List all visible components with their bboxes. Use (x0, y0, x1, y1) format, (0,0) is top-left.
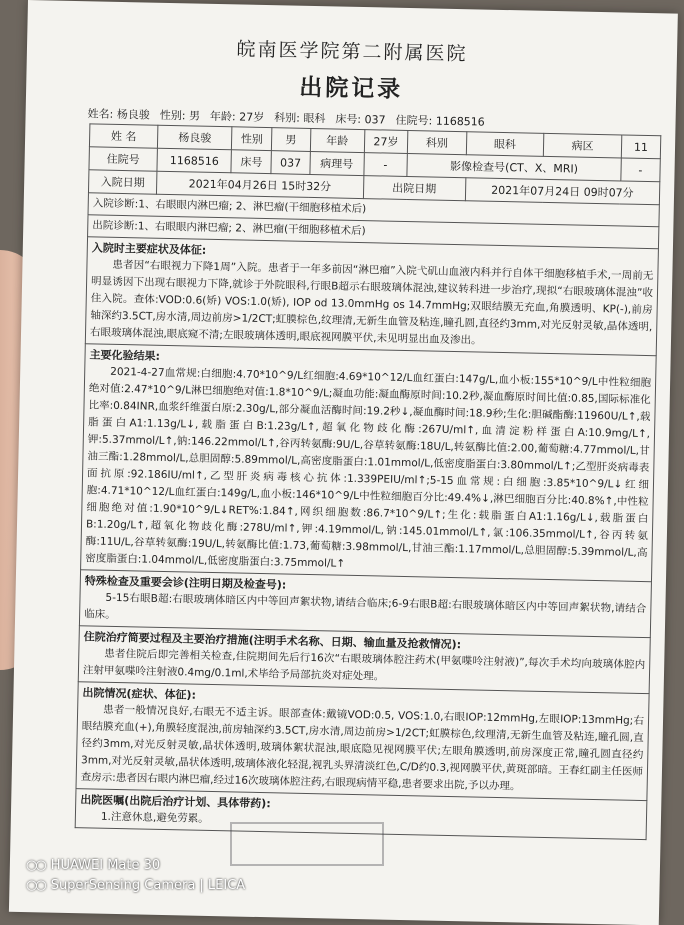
camera-rings-icon: ○○ (26, 878, 45, 893)
info-cell: 1168516 (157, 148, 232, 173)
info-cell: 住院号 (89, 147, 157, 171)
admission-symptoms-section (85, 237, 659, 356)
advice-item: 1.注意休息,避免劳累。 (100, 810, 209, 825)
info-cell: 床号 (231, 150, 271, 174)
meta-dept: 科别: 眼科 (274, 111, 326, 126)
section-heading: 出院医嘱(出院后治疗计划、具体带药): (80, 793, 271, 811)
camera-rings-icon: ○○ (26, 858, 45, 873)
meta-age: 年龄: 27岁 (209, 109, 265, 124)
info-cell: 眼科 (466, 132, 544, 157)
discharge-diagnosis-text: 出院诊断:1、右眼眼内淋巴瘤; 2、淋巴瘤(干细胞移植术后) (92, 219, 366, 238)
watermark-camera: SuperSensing Camera | LEICA (50, 878, 246, 893)
info-cell: 入院日期 (88, 170, 156, 194)
section-heading: 出院情况(症状、体征): (82, 686, 197, 702)
patient-info-table (88, 123, 661, 205)
info-cell: 病区 (544, 133, 622, 158)
info-cell: - (621, 158, 661, 182)
meta-name: 姓名: 杨良骏 (87, 107, 150, 122)
faded-stamp (230, 822, 384, 866)
info-cell: 11 (621, 135, 661, 159)
info-cell: 037 (271, 151, 310, 175)
section-heading: 入院时主要症状及体征: (91, 241, 207, 257)
info-cell: 姓 名 (89, 124, 157, 148)
admission-diagnosis-text: 入院诊断:1、右眼眼内淋巴瘤; 2、淋巴瘤(干细胞移植术后) (92, 197, 367, 216)
section-body: 患者因“右眼视力下降1周”入院。患者于一年多前因“淋巴瘤”入院弋矶山血液内科并行自体干细胞移植手术,一周前无明显诱因下出现右眼视力下降,就诊于外院眼科,行眼B超示右眼玻璃体混浊,建议转科进一步治疗,现拟“右眼玻璃体混浊”收住入院。查体:VOD:0.6(矫) VOS:1.0(矫), IOP od 13.0mmHg os 14.7mmHg;双眼结膜无充血,角膜透明、KP(-),前房轴深约3.5CT,房水清,周边前房>1/2CT;虹膜棕色,纹理清,无新生血管及粘连,瞳孔圆,直径约3mm,对光反射灵敏,晶体透明,右眼玻璃体混浊,眼底窥不清;左眼玻璃体透明,眼底视网膜平伏,未见明显出血及渗出。 (89, 258, 654, 347)
info-cell: 出院日期 (363, 176, 466, 201)
info-cell: 男 (272, 128, 311, 152)
info-cell: 2021年04月26日 15时32分 (156, 171, 363, 198)
hospital-name: 皖南医学院第二附属医院 (236, 38, 468, 66)
info-cell: 科别 (407, 130, 466, 154)
info-cell: 杨良骏 (157, 125, 232, 150)
discharge-status-section (75, 682, 649, 801)
info-cell: 影像检查号(CT、X、MRI) (407, 153, 621, 180)
section-heading: 主要化验结果: (89, 348, 161, 363)
info-cell: 年龄 (310, 128, 364, 152)
watermark-model: HUAWEI Mate 30 (50, 858, 161, 873)
section-heading: 特殊检查及重要会诊(注明日期及检查号): (84, 574, 287, 592)
camera-watermark (26, 856, 245, 896)
meta-bed: 床号: 037 (335, 112, 386, 127)
section-body: 5-15右眼B超:右眼玻璃体暗区内中等回声絮状物,请结合临床;6-9右眼B超:右眼玻璃体暗区内中等回声絮状物,请结合临床。 (84, 591, 647, 621)
info-cell: 27岁 (364, 130, 408, 154)
document-title: 出院记录 (298, 74, 404, 103)
watermark-line-1 (26, 856, 245, 876)
section-body: 2021-4-27血常规:白细胞:4.70*10^9/L红细胞:4.69*10^12/L血红蛋白:147g/L,血小板:155*10^9/L中性粒细胞绝对值:2.47*10^9/L淋巴细胞绝对值:1.8*10^9/L;凝血功能:凝血酶原时间:10.2秒,凝血酶原时间比值:0.85,国际标准化比率:0.84INR,血浆纤维蛋白原:2.30g/L,部分凝血活酶时间:19.2秒↓,凝血酶时间:18.9秒;生化:胆碱酯酶:11960U/L↑,载脂蛋白A1:1.13g/L↓,载脂蛋白B:1.23g/L↑,超氧化物歧化酶:267U/ml↑,血清淀粉样蛋白A:10.9mg/L↑,钾:5.37mmol/L↑,钠:146.22mmol/L↑,谷丙转氨酶:9U/L,谷草转氨酶:18U/L,转氨酶比值:2.00,葡萄糖:4.77mmol/L,甘油三酯:1.28mmol/L,总胆固醇:5.89mmol/L,高密度脂蛋白:1.01mmol/L,低密度脂蛋白:3.80mmol/L↑;乙型肝炎病毒表面抗原:92.186IU/ml↑,乙型肝炎病毒核心抗体:1.339PEIU/ml↑;5-15血常规:白细胞:3.85*10^9/L↓红细胞:4.71*10^12/L血红蛋白:149g/L,血小板:146*10^9/L中性粒细胞百分比:49.4%↓,淋巴细胞百分比:40.8%↑,中性粒细胞绝对值:1.90*10^9/L↓RET%:1.84↑,网织细胞数:86.7*10^9/L↑;生化:载脂蛋白A1:1.16g/L↓,载脂蛋白B:1.20g/L↑,超氧化物歧化酶:278U/ml↑,钾:4.19mmol/L,钠:145.01mmol/L↑,氯:106.35mmol/L↑,谷丙转氨酶:11U/L,谷草转氨酶:19U/L,转氨酶比值:1.73,葡萄糖:3.98mmol/L,甘油三酯:1.17mmol/L,总胆固醇:5.39mmol/L,高密度脂蛋白:1.04mmol/L,低密度脂蛋白:3.75mmol/L↑ (85, 365, 652, 570)
watermark-line-2 (26, 876, 245, 896)
info-cell: 性别 (232, 127, 272, 151)
discharge-record-page (9, 0, 678, 925)
info-cell: - (363, 153, 407, 177)
section-body: 患者一般情况良好,右眼无不适主诉。眼部查体:戴镜VOD:0.5, VOS:1.0,右眼IOP:12mmHg,左眼IOP:13mmHg;右眼结膜充血(+),角膜轻度混浊,前房轴深约3.5CT,房水清,周边前房>1/2CT;虹膜棕色,纹理清,无新生血管及粘连,瞳孔圆,直径约3mm,对光反射灵敏,晶状体透明,玻璃体絮状混浊,眼底隐见视网膜平伏;左眼角膜透明,前房深度正常,瞳孔圆直径约3mm,对光反射灵敏,晶状体透明,玻璃体液化轻混,视乳头界清淡红色,C/D约0.3,视网膜平伏,黄斑部暗。王春红副主任医师查房示:患者因右眼内淋巴瘤,经过16次玻璃体腔注药,右眼现病情平稳,患者要求出院,予以办理。 (80, 703, 645, 793)
section-heading: 住院治疗简要过程及主要治疗措施(注明手术名称、日期、输血量及抢救情况): (83, 630, 462, 652)
info-cell: 2021年07月24日 09时07分 (465, 178, 660, 205)
meta-admission-no: 住院号: 1168516 (395, 113, 485, 129)
info-cell: 病理号 (310, 151, 364, 175)
lab-results-section (80, 344, 657, 582)
meta-sex: 性别: 男 (159, 108, 201, 123)
section-body: 患者住院后即完善相关检查,住院期间先后行16次“右眼玻璃体腔注药术(甲氨喋呤注射液)”,每次手术均向玻璃体腔内注射甲氨喋呤注射液0.4mg/0.1ml,术毕给予局部抗炎对症处理。 (82, 647, 646, 683)
